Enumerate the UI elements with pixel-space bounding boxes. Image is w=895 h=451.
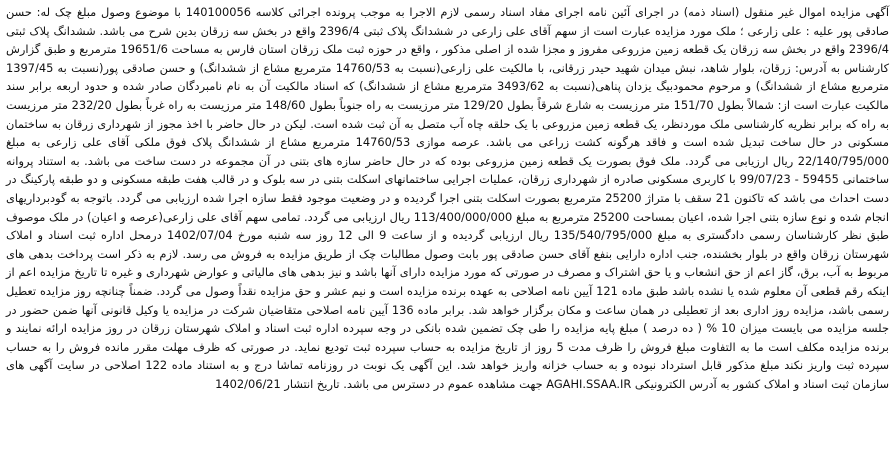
auction-notice-text: آگهی مزایده اموال غیر منقول (اسناد ذمه) در اجرای آئین نامه اجرای مفاد اسناد رسمی لازم الاجرا به موجب پرونده اجرائی کلاسه 140100056 با موضوع وصول مبلغ چک له: حسن صادقی پور علیه : علی زارعی ؛ ملک مورد مزایده عبارت است از سهم آقای علی زارعی در ششدانگ پلاک ثبتی 2396/4 واقع در بخش سه زرقان بدین شرح می باشد. ششدانگ پلاک ثبتی 2396/4 واقع در بخش سه زرقان یک قطعه زمین مزروعی مفروز و مجزا شده از اصلی مذکور ، واقع در حوزه ثبت ملک زرقان استان فارس به مساحت 19651/6 مترمربع و طبق گزارش کارشناس به آدرس: زرقان، بلوار شاهد، نبش میدان شهید حیدر زرقانی، با مالکیت علی زارعی(نسبت به 14760/53 مترمربع مشاع از ششدانگ) و حسن صادقی پور(نسبت به 1397/45 مترمربع مشاع از ششدانگ) و مرحوم محمودبیگ یزدان پناهی(نسبت به 3493/62 مترمربع مشاع از ششدانگ) که اسناد مالکیت آن به نام نامبردگان صادر شده و حدود اربعه برابر سند مالکیت عبارت است از: شمالاً بطول 151/70 متر مرزیست به شارع شرقاً بطول 129/20 متر مرزیست به راه جنوباً بطول 148/60 متر مرزیست به راه غرباً بطول 232/20 متر مرزیست به راه که برابر نظریه کارشناسی ملک موردنظر، یک قطعه زمین مزروعی با یک حلقه چاه آب متصل به آن ثبت شده است. لیکن در حال حاضر با اخذ مجوز از شهرداری زرقان به ساختمان مسکونی در حال ساخت تبدیل شده است و فاقد هرگونه کشت زراعی می باشد. عرصه موازی 14760/53 مترمربع مشاع از ششدانگ پلاک فوق ملکی آقای علی زارعی به مبلغ 22/140/795/000 ریال ارزیابی می گردد. ملک فوق بصورت یک قطعه زمین مزروعی بوده که در حال حاضر سازه های بتنی در آن مجموعه در دست ساخت می باشد. به استناد پروانه ساختمانی 59455 - 99/07/23 با کاربری مسکونی صادره از شهرداری زرقان، عملیات اجرایی ساختمانهای اسکلت بتنی در سه بلوک و در قالب هفت طبقه مسکونی و دو طبقه پارکینگ در دست احداث می باشد که تاکنون 21 سقف با متراژ 25200 مترمربع بصورت اسکلت بتنی اجرا گردیده و در وضعیت موجود فقط سازه اجرا شده ارزیابی می گردد. باتوجه به گودبرداریهای انجام شده و نوع سازه بتنی اجرا شده، اعیان بمساحت 25200 مترمربع به مبلغ 113/400/000/000 ریال ارزیابی می گردد. تمامی سهم آقای علی زارعی(عرصه و اعیان) در ملک موصوف طبق نظر کارشناسان رسمی دادگستری به مبلغ 135/540/795/000 ریال ارزیابی گردیده و از ساعت 9 الی 12 روز سه شنبه مورخ 1402/07/04 درمحل اداره ثبت اسناد و املاک شهرستان زرقان واقع در بلوار بخشنده، جنب اداره دارایی بنفع آقای حسن صادقی پور بابت وصول مطالبات چک از طریق مزایده به فروش می رسد. لازم به ذکر است پرداخت بدهی های مربوط به آب، برق، گاز اعم از حق انشعاب و یا حق اشتراک و مصرف در صورتی که مورد مزایده دارای آنها باشد و نیز بدهی های مالیاتی و عوارض شهرداری و غیره تا تاریخ مزایده اعم از اینکه رقم قطعی آن معلوم شده یا نشده باشد طبق ماده 121 آیین نامه اصلاحی به عهده برنده مزایده است و نیم عشر و حق مزایده نقداً وصول می گردد. ضمناً چنانچه روز مزایده تعطیل رسمی باشد، مزایده روز اداری بعد از تعطیلی در همان ساعت و مکان برگزار خواهد شد. برابر ماده 136 آیین نامه اصلاحی متقاضیان شرکت در مزایده یا وکیل قانونی آنها ضمن حضور در جلسه مزایده می بایست میزان 10 % ( ده درصد ) مبلغ پایه مزایده را طی چک تضمین شده بانکی در وجه سپرده اداره ثبت اسناد و املاک شهرستان زرقان در روز مزایده ارائه نمایند و برنده مزایده مکلف است ما به التفاوت مبلغ فروش را ظرف مدت 5 روز از تاریخ مزایده به حساب سپرده ثبت تودیع نماید. در صورتی که ظرف مهلت مقرر مانده فروش را به حساب سپرده ثبت واریز نکند مبلغ مذکور قابل استرداد نبوده و به حساب خزانه واریز خواهد شد. این آگهی یک نوبت در روزنامه تماشا درج و به استناد ماده 122 اصلاحی در سایت آگهی های سازمان ثبت اسناد و املاک کشور به آدرس الکترونیکی AGAHI.SSAA.IR جهت مشاهده عموم در دسترس می باشد. تاریخ انتشار 1402/06/21 — [6, 5, 890, 391]
